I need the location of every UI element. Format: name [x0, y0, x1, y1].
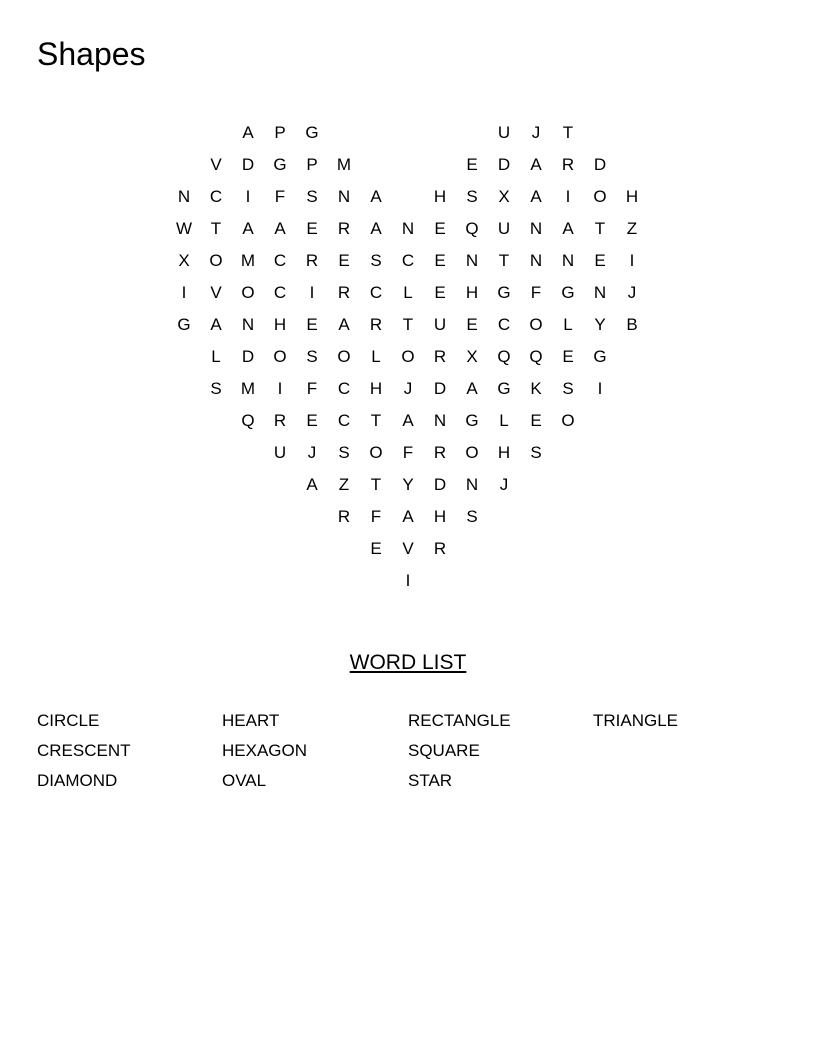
grid-empty-cell	[360, 564, 392, 596]
grid-letter: U	[497, 122, 511, 142]
grid-empty-cell	[584, 468, 616, 500]
grid-empty-cell	[168, 404, 200, 436]
grid-empty-cell	[520, 500, 552, 532]
grid-letter: P	[306, 154, 318, 174]
grid-empty-cell	[424, 116, 456, 148]
grid-empty-cell	[616, 436, 648, 468]
grid-letter: H	[465, 282, 479, 302]
grid-empty-cell	[168, 468, 200, 500]
grid-letter: D	[241, 346, 255, 366]
grid-empty-cell	[200, 468, 232, 500]
grid-letter: A	[306, 474, 318, 494]
grid-letter: N	[401, 218, 415, 238]
grid-letter: O	[593, 186, 607, 206]
grid-letter: J	[499, 474, 509, 494]
grid-empty-cell	[584, 564, 616, 596]
grid-letter: N	[561, 250, 575, 270]
grid-letter: S	[306, 346, 318, 366]
grid-letter: E	[530, 410, 542, 430]
grid-letter: U	[433, 314, 447, 334]
word-list-item: DIAMOND	[37, 771, 118, 790]
grid-empty-cell	[616, 148, 648, 180]
grid-letter: D	[497, 154, 511, 174]
grid-letter: R	[337, 218, 351, 238]
grid-letter: X	[178, 250, 190, 270]
grid-empty-cell	[616, 532, 648, 564]
grid-empty-cell	[168, 340, 200, 372]
grid-empty-cell	[584, 436, 616, 468]
grid-letter: C	[273, 282, 287, 302]
grid-letter: R	[433, 538, 447, 558]
grid-letter: N	[337, 186, 351, 206]
grid-empty-cell	[168, 500, 200, 532]
grid-letter: C	[337, 378, 351, 398]
grid-empty-cell	[616, 404, 648, 436]
grid-empty-cell	[488, 564, 520, 596]
grid-empty-cell	[200, 532, 232, 564]
grid-empty-cell	[168, 116, 200, 148]
grid-letter: E	[306, 218, 318, 238]
grid-letter: E	[466, 314, 478, 334]
grid-letter: R	[337, 282, 351, 302]
grid-empty-cell	[616, 564, 648, 596]
grid-letter: N	[529, 218, 543, 238]
grid-letter: C	[337, 410, 351, 430]
grid-letter: E	[434, 282, 446, 302]
word-list-item: HEXAGON	[222, 741, 308, 760]
grid-letter: O	[561, 410, 575, 430]
grid-letter: T	[562, 122, 574, 142]
grid-letter: X	[466, 346, 478, 366]
grid-letter: S	[338, 442, 350, 462]
grid-letter: F	[274, 186, 286, 206]
grid-letter: O	[241, 282, 255, 302]
grid-empty-cell	[456, 116, 488, 148]
grid-letter: A	[402, 410, 414, 430]
grid-letter: G	[273, 154, 287, 174]
word-list-item: HEART	[222, 711, 280, 730]
grid-letter: R	[273, 410, 287, 430]
grid-empty-cell	[456, 532, 488, 564]
grid-letter: N	[465, 474, 479, 494]
grid-letter: H	[273, 314, 287, 334]
grid-letter: F	[402, 442, 414, 462]
grid-letter: H	[497, 442, 511, 462]
grid-empty-cell	[232, 468, 264, 500]
grid-letter: A	[338, 314, 350, 334]
grid-empty-cell	[232, 436, 264, 468]
grid-empty-cell	[168, 436, 200, 468]
grid-letter: O	[337, 346, 351, 366]
grid-letter: T	[594, 218, 606, 238]
word-list-item: STAR	[408, 771, 453, 790]
grid-letter: U	[497, 218, 511, 238]
grid-empty-cell	[328, 532, 360, 564]
word-list-item: CRESCENT	[37, 741, 131, 760]
grid-empty-cell	[296, 532, 328, 564]
grid-empty-cell	[520, 468, 552, 500]
grid-empty-cell	[232, 532, 264, 564]
grid-letter: J	[531, 122, 541, 142]
grid-letter: N	[465, 250, 479, 270]
grid-empty-cell	[264, 468, 296, 500]
grid-letter: R	[305, 250, 319, 270]
grid-empty-cell	[168, 532, 200, 564]
page-title: Shapes	[37, 36, 146, 72]
grid-letter: A	[466, 378, 478, 398]
grid-letter: E	[338, 250, 350, 270]
word-list-heading: WORD LIST	[349, 651, 467, 674]
grid-empty-cell	[584, 404, 616, 436]
grid-letter: E	[594, 250, 606, 270]
grid-letter: R	[433, 442, 447, 462]
grid-letter: T	[210, 218, 222, 238]
grid-empty-cell	[488, 500, 520, 532]
grid-letter: A	[562, 218, 574, 238]
grid-letter: J	[403, 378, 413, 398]
word-list-item: TRIANGLE	[593, 711, 679, 730]
grid-empty-cell	[616, 372, 648, 404]
grid-letter: N	[433, 410, 447, 430]
grid-letter: L	[563, 314, 573, 334]
grid-letter: F	[530, 282, 542, 302]
grid-letter: M	[240, 378, 256, 398]
grid-letter: A	[530, 154, 542, 174]
grid-letter: I	[277, 378, 283, 398]
grid-letter: C	[497, 314, 511, 334]
grid-letter: O	[401, 346, 415, 366]
grid-letter: L	[403, 282, 413, 302]
grid-letter: Q	[529, 346, 543, 366]
grid-letter: M	[336, 154, 352, 174]
grid-letter: W	[175, 218, 193, 238]
grid-letter: A	[242, 218, 254, 238]
grid-empty-cell	[552, 500, 584, 532]
grid-letter: F	[370, 506, 382, 526]
grid-letter: A	[370, 186, 382, 206]
grid-letter: G	[561, 282, 575, 302]
grid-empty-cell	[296, 500, 328, 532]
grid-letter: P	[274, 122, 286, 142]
grid-empty-cell	[552, 564, 584, 596]
grid-letter: T	[370, 410, 382, 430]
grid-letter: I	[309, 282, 315, 302]
grid-letter: J	[307, 442, 317, 462]
grid-letter: E	[370, 538, 382, 558]
grid-letter: Q	[465, 218, 479, 238]
grid-letter: A	[274, 218, 286, 238]
grid-letter: O	[209, 250, 223, 270]
grid-letter: L	[211, 346, 221, 366]
grid-letter: G	[305, 122, 319, 142]
grid-empty-cell	[552, 468, 584, 500]
grid-letter: E	[306, 314, 318, 334]
grid-empty-cell	[264, 500, 296, 532]
grid-empty-cell	[232, 500, 264, 532]
grid-letter: S	[306, 186, 318, 206]
grid-letter: Z	[338, 474, 350, 494]
grid-letter: Z	[626, 218, 638, 238]
grid-letter: V	[402, 538, 414, 558]
grid-letter: C	[401, 250, 415, 270]
grid-letter: R	[433, 346, 447, 366]
grid-empty-cell	[200, 436, 232, 468]
grid-letter: G	[465, 410, 479, 430]
grid-empty-cell	[168, 372, 200, 404]
grid-letter: L	[371, 346, 381, 366]
grid-empty-cell	[520, 532, 552, 564]
grid-letter: I	[565, 186, 571, 206]
word-list-item: CIRCLE	[37, 711, 100, 730]
grid-letter: C	[369, 282, 383, 302]
grid-empty-cell	[392, 116, 424, 148]
grid-letter: E	[466, 154, 478, 174]
grid-letter: I	[245, 186, 251, 206]
grid-letter: T	[370, 474, 382, 494]
grid-empty-cell	[200, 564, 232, 596]
grid-empty-cell	[264, 532, 296, 564]
grid-empty-cell	[360, 148, 392, 180]
grid-letter: S	[562, 378, 574, 398]
grid-letter: E	[562, 346, 574, 366]
grid-letter: R	[561, 154, 575, 174]
grid-empty-cell	[424, 148, 456, 180]
grid-letter: C	[273, 250, 287, 270]
grid-empty-cell	[328, 564, 360, 596]
grid-letter: O	[465, 442, 479, 462]
grid-letter: I	[405, 570, 411, 590]
grid-letter: S	[210, 378, 222, 398]
grid-letter: G	[497, 282, 511, 302]
grid-letter: C	[209, 186, 223, 206]
grid-empty-cell	[488, 532, 520, 564]
grid-letter: M	[240, 250, 256, 270]
grid-letter: V	[210, 282, 222, 302]
grid-empty-cell	[168, 148, 200, 180]
grid-letter: O	[529, 314, 543, 334]
grid-empty-cell	[168, 564, 200, 596]
grid-letter: H	[369, 378, 383, 398]
grid-empty-cell	[520, 564, 552, 596]
grid-letter: H	[625, 186, 639, 206]
grid-letter: A	[242, 122, 254, 142]
grid-letter: N	[177, 186, 191, 206]
grid-empty-cell	[392, 180, 424, 212]
grid-letter: G	[593, 346, 607, 366]
grid-letter: J	[627, 282, 637, 302]
grid-letter: S	[370, 250, 382, 270]
grid-letter: T	[498, 250, 510, 270]
grid-letter: D	[241, 154, 255, 174]
grid-letter: L	[499, 410, 509, 430]
grid-empty-cell	[584, 532, 616, 564]
grid-letter: R	[369, 314, 383, 334]
grid-letter: A	[402, 506, 414, 526]
grid-empty-cell	[616, 500, 648, 532]
word-list-item: SQUARE	[408, 741, 480, 760]
grid-letter: K	[530, 378, 542, 398]
grid-letter: T	[402, 314, 414, 334]
grid-letter: O	[369, 442, 383, 462]
grid-letter: D	[433, 474, 447, 494]
grid-letter: N	[529, 250, 543, 270]
grid-letter: E	[306, 410, 318, 430]
grid-empty-cell	[360, 116, 392, 148]
grid-letter: H	[433, 506, 447, 526]
grid-letter: I	[629, 250, 635, 270]
grid-letter: D	[433, 378, 447, 398]
grid-empty-cell	[264, 564, 296, 596]
grid-letter: H	[433, 186, 447, 206]
grid-letter: A	[210, 314, 222, 334]
word-list-item: OVAL	[222, 771, 267, 790]
grid-letter: N	[593, 282, 607, 302]
grid-letter: G	[497, 378, 511, 398]
grid-empty-cell	[616, 116, 648, 148]
grid-letter: Q	[241, 410, 255, 430]
grid-letter: I	[181, 282, 187, 302]
grid-letter: D	[593, 154, 607, 174]
grid-letter: N	[241, 314, 255, 334]
grid-letter: Y	[402, 474, 414, 494]
grid-letter: S	[466, 506, 478, 526]
grid-letter: B	[626, 314, 638, 334]
grid-empty-cell	[552, 532, 584, 564]
grid-empty-cell	[584, 116, 616, 148]
grid-letter: O	[273, 346, 287, 366]
grid-empty-cell	[392, 148, 424, 180]
grid-letter: E	[434, 218, 446, 238]
word-list-item: RECTANGLE	[408, 711, 511, 730]
grid-empty-cell	[616, 468, 648, 500]
grid-empty-cell	[616, 340, 648, 372]
grid-letter: S	[466, 186, 478, 206]
grid-empty-cell	[424, 564, 456, 596]
grid-letter: V	[210, 154, 222, 174]
grid-empty-cell	[328, 116, 360, 148]
grid-letter: G	[177, 314, 191, 334]
grid-empty-cell	[552, 436, 584, 468]
grid-letter: U	[273, 442, 287, 462]
grid-empty-cell	[200, 116, 232, 148]
grid-letter: A	[530, 186, 542, 206]
grid-letter: X	[498, 186, 510, 206]
grid-letter: F	[306, 378, 318, 398]
grid-letter: R	[337, 506, 351, 526]
grid-empty-cell	[296, 564, 328, 596]
grid-letter: Q	[497, 346, 511, 366]
grid-empty-cell	[200, 500, 232, 532]
grid-letter: S	[530, 442, 542, 462]
grid-letter: Y	[594, 314, 606, 334]
grid-empty-cell	[456, 564, 488, 596]
word-search-grid	[168, 116, 648, 596]
grid-empty-cell	[200, 404, 232, 436]
grid-empty-cell	[584, 500, 616, 532]
grid-empty-cell	[232, 564, 264, 596]
grid-letter: I	[597, 378, 603, 398]
grid-letter: E	[434, 250, 446, 270]
grid-letter: A	[370, 218, 382, 238]
